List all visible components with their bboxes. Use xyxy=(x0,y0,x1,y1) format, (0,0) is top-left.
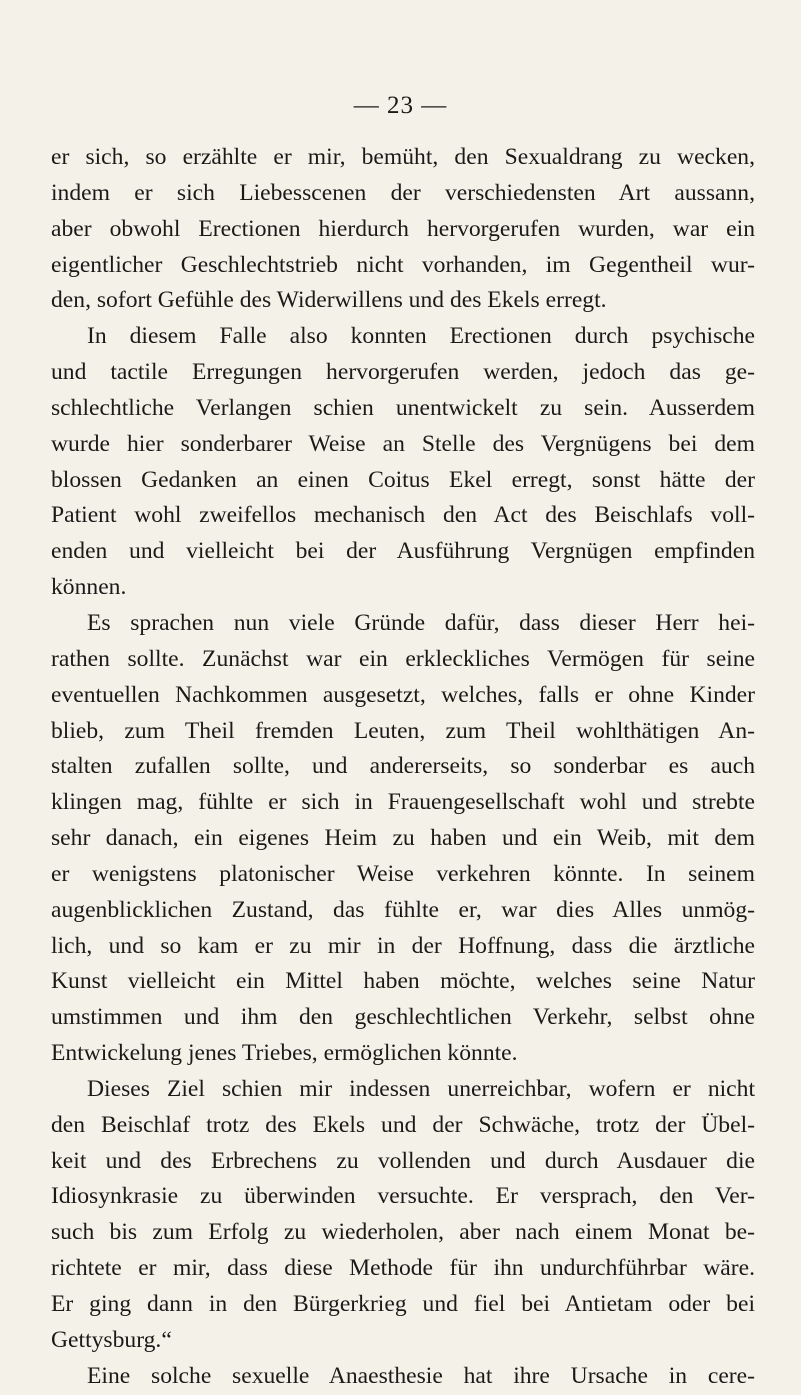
text-line: den Beischlaf trotz des Ekels und der Schwäche, trotz der Übel- xyxy=(51,1111,755,1138)
body-text xyxy=(51,140,755,1395)
text-line: er sich, so erzählte er mir, bemüht, den Sexualdrang zu wecken, xyxy=(51,144,755,170)
text-line: enden und vielleicht bei der Ausführung Vergnügen empfinden xyxy=(51,538,755,565)
text-line: stalten zufallen sollte, und andererseits, so sonderbar es auch xyxy=(51,753,755,780)
text-line: such bis zum Erfolg zu wiederholen, aber nach einem Monat be- xyxy=(51,1219,755,1246)
text-line: lich, und so kam er zu mir in der Hoffnung, dass die ärztliche xyxy=(51,932,755,959)
text-line: richtete er mir, dass diese Methode für ihn undurchführbar wäre. xyxy=(51,1255,755,1282)
text-line: Entwickelung jenes Triebes, ermöglichen könnte. xyxy=(51,1040,518,1067)
text-line: klingen mag, fühlte er sich in Frauengesellschaft wohl und strebte xyxy=(51,789,755,816)
page-number: — 23 — xyxy=(353,92,448,119)
text-line: eventuellen Nachkommen ausgesetzt, welches, falls er ohne Kinder xyxy=(51,681,755,708)
text-line: umstimmen und ihm den geschlechtlichen Verkehr, selbst ohne xyxy=(51,1004,755,1031)
text-line: keit und des Erbrechens zu vollenden und durch Ausdauer die xyxy=(51,1147,755,1174)
text-line: augenblicklichen Zustand, das fühlte er, war dies Alles unmög- xyxy=(51,896,755,923)
text-line: blieb, zum Theil fremden Leuten, zum Theil wohlthätigen An- xyxy=(51,717,755,744)
text-line: rathen sollte. Zunächst war ein erkleckliches Vermögen für seine xyxy=(51,645,755,672)
text-line: In diesem Falle also konnten Erectionen durch psychische xyxy=(87,323,755,350)
text-line: Kunst vielleicht ein Mittel haben möchte, welches seine Natur xyxy=(51,968,755,995)
text-line: aber obwohl Erectionen hierdurch hervorgerufen wurden, war ein xyxy=(51,215,755,242)
text-line: können. xyxy=(51,574,127,601)
text-line: Dieses Ziel schien mir indessen unerreichbar, wofern er nicht xyxy=(87,1075,755,1102)
text-line: sehr danach, ein eigenes Heim zu haben und ein Weib, mit dem xyxy=(51,825,755,852)
text-line: Eine solche sexuelle Anaesthesie hat ihre Ursache in cere- xyxy=(87,1362,755,1389)
text-line: wurde hier sonderbarer Weise an Stelle des Vergnügens bei dem xyxy=(51,430,755,457)
text-line: Es sprachen nun viele Gründe dafür, dass dieser Herr hei- xyxy=(87,609,755,636)
text-line: eigentlicher Geschlechtstrieb nicht vorhanden, im Gegentheil wur- xyxy=(51,251,755,278)
text-line: indem er sich Liebesscenen der verschiedensten Art aussann, xyxy=(51,179,755,206)
text-line: Er ging dann in den Bürgerkrieg und fiel bei Antietam oder bei xyxy=(51,1291,755,1317)
text-line: und tactile Erregungen hervorgerufen werden, jedoch das ge- xyxy=(51,359,755,386)
text-line: Gettysburg.“ xyxy=(51,1326,172,1353)
text-line: schlechtliche Verlangen schien unentwickelt zu sein. Ausserdem xyxy=(51,394,755,421)
text-line: Idiosynkrasie zu überwinden versuchte. Er versprach, den Ver- xyxy=(51,1183,755,1210)
text-line: den, sofort Gefühle des Widerwillens und des Ekels erregt. xyxy=(51,287,607,314)
text-line: blossen Gedanken an einen Coitus Ekel erregt, sonst hätte der xyxy=(51,466,755,493)
text-line: Patient wohl zweifellos mechanisch den Act des Beischlafs voll- xyxy=(51,502,755,529)
text-line: er wenigstens platonischer Weise verkehren könnte. In seinem xyxy=(51,860,755,887)
